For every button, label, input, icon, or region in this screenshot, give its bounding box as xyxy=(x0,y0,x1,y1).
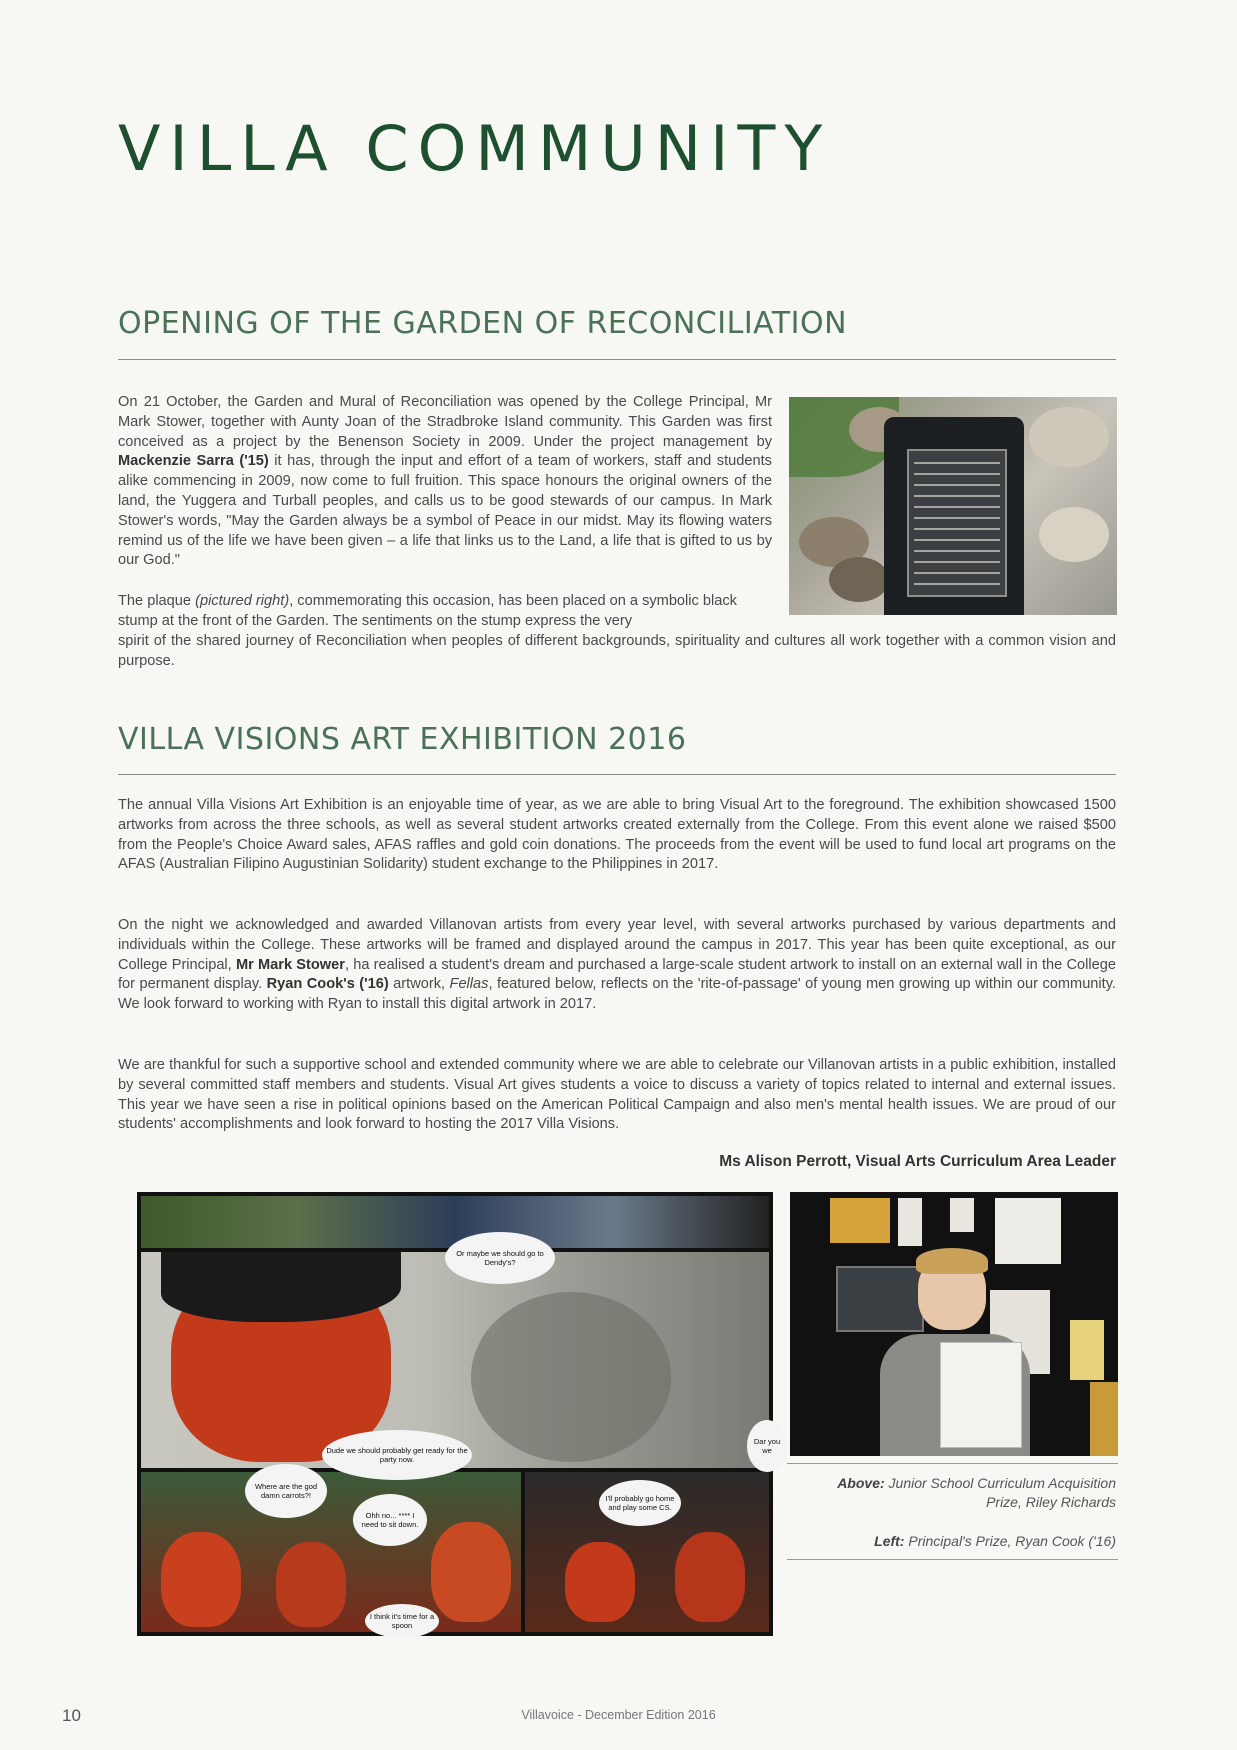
student-name: Mackenzie Sarra ('15) xyxy=(118,453,269,470)
student-prize-photo xyxy=(790,1192,1118,1456)
principal-name: Mr Mark Stower xyxy=(235,956,345,973)
caption-left: Left: Principal's Prize, Ryan Cook ('16) xyxy=(874,1533,1116,1549)
speech-bubble: Ohh no... **** I need to sit down. xyxy=(353,1494,427,1546)
comic-bottom-left-panel xyxy=(141,1472,521,1632)
section-heading-garden: OPENING OF THE GARDEN OF RECONCILIATION xyxy=(118,306,848,341)
speech-bubble: Dar you we xyxy=(747,1420,787,1472)
caption-divider xyxy=(787,1559,1118,1560)
exhibition-paragraph-2: On the night we acknowledged and awarded Villanovan artists from every year level, with several artworks purchased by various departments and individuals within the College. These artworks will be framed and displayed around the campus in 2017. This year has been quite exceptional, as our College Principal, Mr Mark Stower, ha realised a student's dream and purchased a large-scale student artwork to install on an external wall in the College for permanent display. Ryan Cook's ('16) artwork, Fellas, featured below, reflects on the 'rite-of-passage' of young men growing up within our community. We look forward to working with Ryan to install this digital artwork in 2017. xyxy=(118,917,1116,1013)
artwork-title: Fellas xyxy=(449,976,489,993)
artist-name: Ryan Cook's ('16) xyxy=(266,976,389,993)
certificate xyxy=(940,1342,1022,1448)
exhibition-paragraph-3: We are thankful for such a supportive school and extended community where we are able to celebrate our Villanovan artists in a public exhibition, installed by several committed staff members and students. Visual Art gives students a voice to discuss a variety of topics related to internal and external issues. This year we have seen a rise in political opinions based on the American Political Campaign and also men's mental health issues. We are proud of our students' accomplishments and look forward to hosting the 2017 Villa Visions. xyxy=(118,1057,1116,1133)
page-number: 10 xyxy=(62,1706,81,1725)
speech-bubble: Or maybe we should go to Dendy's? xyxy=(445,1232,555,1284)
reconciliation-plaque xyxy=(907,449,1007,597)
speech-bubble: Where are the god damn carrots?! xyxy=(245,1464,327,1518)
comic-middle-panel xyxy=(141,1252,769,1468)
section-divider xyxy=(118,359,1116,360)
speech-bubble: I think it's time for a spoon xyxy=(365,1604,439,1638)
garden-paragraph-2b: spirit of the shared journey of Reconciliation when peoples of different backgrounds, spirituality and cultures all work together with a common vision and purpose. xyxy=(118,633,1116,669)
exhibition-paragraph-1: The annual Villa Visions Art Exhibition is an enjoyable time of year, as we are able to bring Visual Art to the foreground. The exhibition showcased 1500 artworks from across the three schools, as well as several student artworks created externally from the College. From this event alone we raised $500 from the People's Choice Award sales, AFAS raffles and gold coin donations. The proceeds from the event will be used to fund local art programs on the AFAS (Australian Filipino Augustinian Solidarity) student exchange to the Philippines in 2017. xyxy=(118,797,1116,873)
section-heading-art-exhibition: VILLA VISIONS ART EXHIBITION 2016 xyxy=(118,722,687,757)
caption-above: Above: Junior School Curriculum Acquisition Prize, Riley Richards xyxy=(837,1475,1116,1510)
plaque-photo xyxy=(789,397,1117,615)
garden-paragraph-2a: The plaque (pictured right), commemorating this occasion, has been placed on a symbolic black stump at the front of the Garden. The sentiments on the stump express the very xyxy=(118,593,737,629)
caption-divider xyxy=(787,1463,1118,1464)
section-divider xyxy=(118,774,1116,775)
author-signature: Ms Alison Perrott, Visual Arts Curriculum Area Leader xyxy=(719,1153,1116,1170)
comic-artwork-fellas xyxy=(137,1192,781,1636)
publication-footer: Villavoice - December Edition 2016 xyxy=(521,1708,716,1722)
comic-top-strip xyxy=(141,1196,769,1248)
page-title: VILLA COMMUNITY xyxy=(118,112,832,185)
speech-bubble: I'll probably go home and play some CS. xyxy=(599,1480,681,1526)
garden-paragraph-1: On 21 October, the Garden and Mural of Reconciliation was opened by the College Principal, Mr Mark Stower, together with Aunty Joan of the Stradbroke Island community. This Garden was first conceived as a project by the Benenson Society in 2009. Under the project management by Mackenzie Sarra ('15) it has, through the input and effort of a team of workers, staff and students alike commencing in 2009, now come to full fruition. This space honours the original owners of the land, the Yuggera and Turball peoples, and calls us to be good stewards of our campus. In Mark Stower's words, "May the Garden always be a symbol of Peace in our midst. May its flowing waters remind us of the life we have been given – a life that links us to the Land, a life that is gifted to us by our God." xyxy=(118,394,772,569)
speech-bubble: Dude we should probably get ready for the party now. xyxy=(322,1430,472,1480)
